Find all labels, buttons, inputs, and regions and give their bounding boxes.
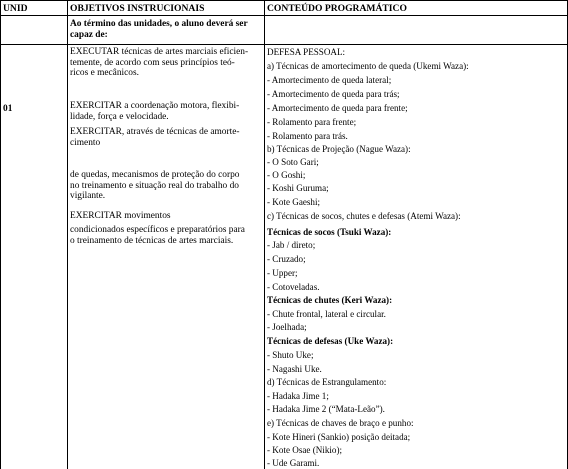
objetivo-line: EXECUTAR técnicas de artes marciais eficien- xyxy=(70,47,249,57)
header-divider xyxy=(0,15,568,16)
column-divider-1 xyxy=(67,0,68,469)
conteudo-line: - Jab / direto; xyxy=(267,240,316,250)
unit-number: 01 xyxy=(3,104,13,114)
table-border-left xyxy=(0,0,1,469)
objetivo-block xyxy=(70,211,262,222)
objetivo-line: temente, de acordo com seus princípios teó- xyxy=(70,57,235,68)
conteudo-line: DEFESA PESSOAL: xyxy=(267,47,346,57)
objetivo-line: ricos e mecânicos. xyxy=(70,68,139,78)
objetivo-block xyxy=(70,225,262,246)
subheader-line: Ao término das unidades, o aluno deverá ser xyxy=(70,19,248,29)
header-unid: UNID xyxy=(3,3,28,14)
conteudo-line: a) Técnicas de amortecimento de queda (Ukemi Waza): xyxy=(267,61,469,71)
conteudo-line: - Ude Garami. xyxy=(267,458,320,468)
header-objetivos: OBJETIVOS INSTRUCIONAIS xyxy=(70,3,205,14)
conteudo-line: - Rolamento para frente; xyxy=(267,117,357,127)
conteudo-line: - Nagashi Uke. xyxy=(267,364,322,374)
objetivo-line: de quedas, mecanismos de proteção do corpo xyxy=(70,170,240,180)
objetivo-line: lidade, força e velocidade. xyxy=(70,111,169,122)
objetivo-block xyxy=(70,127,262,148)
conteudo-line: - Kote Osae (Nikio); xyxy=(267,445,343,455)
conteudo-line: - Rolamento para trás. xyxy=(267,131,348,141)
objetivo-line: condicionados específicos e preparatórios para xyxy=(70,225,245,235)
table-border-top xyxy=(0,0,568,1)
objetivo-line: EXERCITAR, através de técnicas de amorte- xyxy=(70,127,240,137)
conteudo-line: e) Técnicas de chaves de braço e punho: xyxy=(267,418,414,428)
objetivos-subheader xyxy=(70,19,262,40)
objetivo-line: o treinamento de técnicas de artes marciais. xyxy=(70,235,234,246)
conteudo-line: - Amortecimento de queda para trás; xyxy=(267,89,400,99)
conteudo-subheading: Técnicas de defesas (Uke Waza): xyxy=(267,336,394,346)
objetivo-line: no treinamento e situação real do trabalho do xyxy=(70,180,239,191)
conteudo-line: - Hadaka Jime 2 (“Mata-Leão”). xyxy=(267,404,385,414)
conteudo-line: - Amortecimento de queda lateral; xyxy=(267,75,392,85)
subheader-line: capaz de: xyxy=(70,29,108,40)
conteudo-line: - Upper; xyxy=(267,268,298,278)
conteudo-subheading: Técnicas de socos (Tsuki Waza): xyxy=(267,227,392,237)
objetivo-line: vigilante. xyxy=(70,191,106,201)
conteudo-line: - Joelhada; xyxy=(267,322,307,332)
conteudo-line: - Kote Gaeshi; xyxy=(267,197,321,207)
header-conteudo: CONTEÚDO PROGRAMÁTICO xyxy=(267,3,407,14)
conteudo-subheading: Técnicas de chutes (Keri Waza): xyxy=(267,295,393,305)
conteudo-line: - Kote Hineri (Sankio) posição deitada; xyxy=(267,432,411,442)
conteudo-line: c) Técnicas de socos, chutes e defesas (Atemi Waza): xyxy=(267,211,461,221)
conteudo-line: - Shuto Uke; xyxy=(267,350,314,360)
objetivo-line: EXERCITAR movimentos xyxy=(70,211,171,221)
conteudo-line: d) Técnicas de Estrangulamento: xyxy=(267,377,387,387)
objetivo-line: EXERCITAR a coordenação motora, flexibi- xyxy=(70,101,240,111)
conteudo-line: - Cotoveladas. xyxy=(267,282,320,292)
objetivo-line: cimento xyxy=(70,137,101,148)
objetivo-block xyxy=(70,170,262,202)
conteudo-line: - Chute frontal, lateral e circular. xyxy=(267,309,386,319)
conteudo-line: - O Goshi; xyxy=(267,170,306,180)
conteudo-line: b) Técnicas de Projeção (Nague Waza): xyxy=(267,144,411,154)
conteudo-line: - Cruzado; xyxy=(267,254,306,264)
objetivo-block xyxy=(70,101,262,122)
conteudo-line: - Hadaka Jime 1; xyxy=(267,391,329,401)
subheader-divider xyxy=(0,44,568,45)
objetivo-block xyxy=(70,47,262,79)
column-divider-2 xyxy=(264,0,265,469)
conteudo-line: - O Soto Gari; xyxy=(267,157,319,167)
conteudo-line: - Koshi Guruma; xyxy=(267,183,329,193)
conteudo-line: - Amortecimento de queda para frente; xyxy=(267,103,408,113)
